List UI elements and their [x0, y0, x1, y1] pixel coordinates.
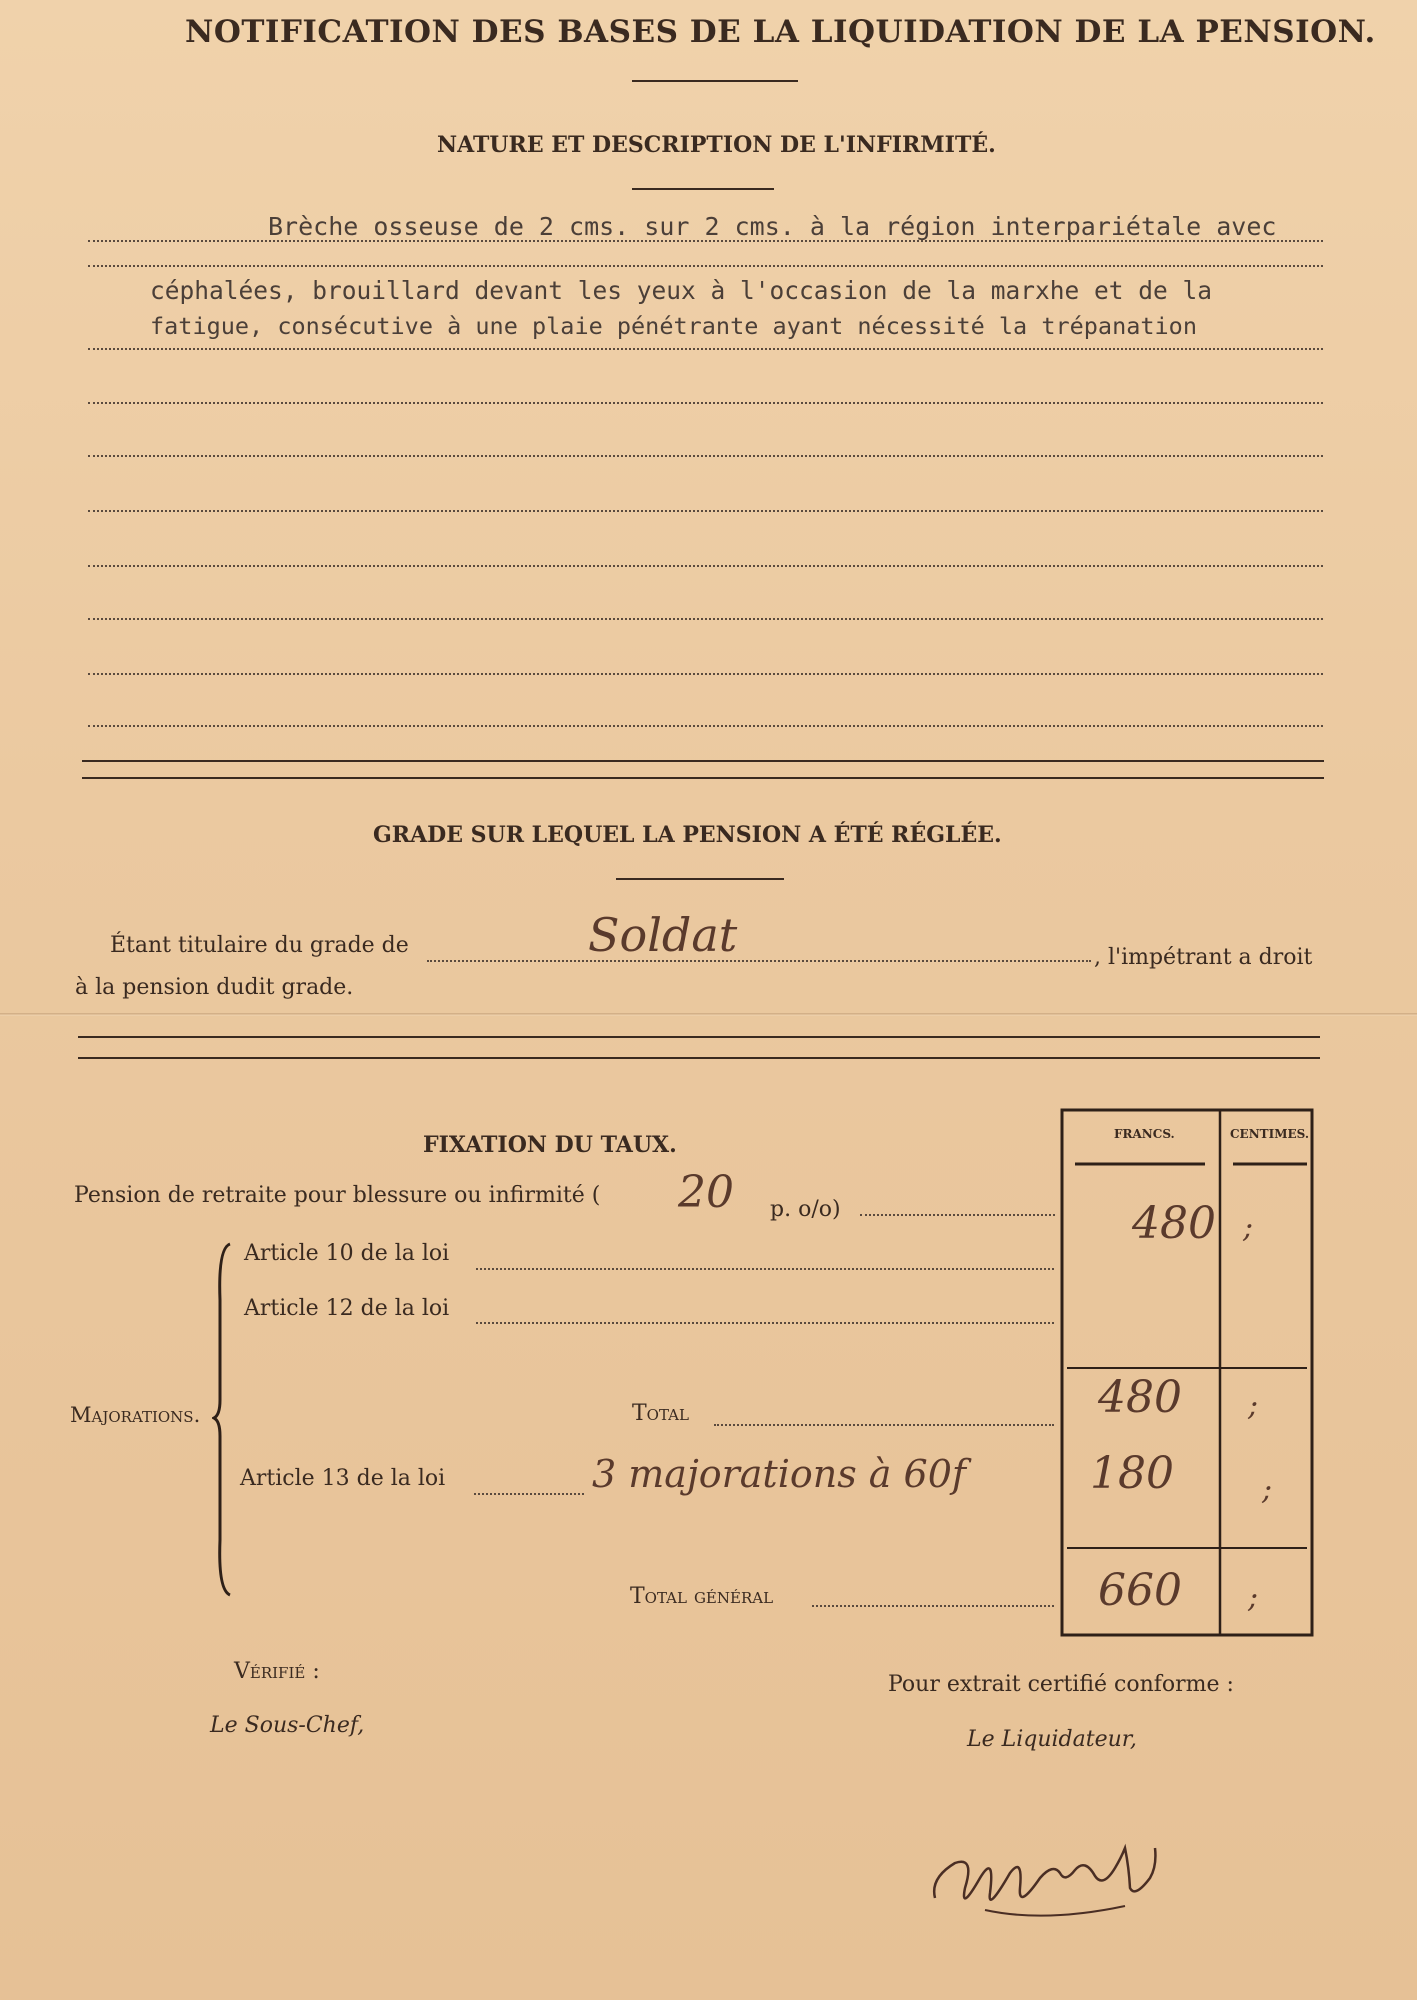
- title-rule: [632, 80, 798, 82]
- description-line-9: [88, 673, 1323, 675]
- description-line-7: [88, 565, 1323, 567]
- col-header-centimes: CENTIMES.: [1230, 1127, 1310, 1141]
- description-line-2: [88, 265, 1323, 267]
- typed-line-2: céphalées, brouillard devant les yeux à l'occasion de la marxhe et de la: [150, 276, 1213, 305]
- sous-chef-label: Le Sous-Chef,: [210, 1713, 365, 1738]
- grade-rule: [616, 878, 784, 880]
- article-13-centimes: ;: [1262, 1472, 1273, 1507]
- section-title-infirmity: NATURE ET DESCRIPTION DE L'INFIRMITÉ.: [437, 132, 996, 158]
- paper-fold: [0, 1013, 1417, 1016]
- majorations-label: Majorations.: [70, 1403, 201, 1427]
- description-line-5: [88, 455, 1323, 457]
- article-12-label: Article 12 de la loi: [244, 1296, 450, 1321]
- section-divider-top: [82, 760, 1324, 762]
- article-13-dots: [474, 1493, 584, 1495]
- total-label: Total: [632, 1401, 689, 1426]
- typed-line-1: Brèche osseuse de 2 cms. sur 2 cms. à la région interpariétale avec: [268, 212, 1277, 241]
- signature: [925, 1818, 1205, 1928]
- majorations-brace: [212, 1240, 242, 1600]
- grand-total-francs: 660: [1098, 1565, 1182, 1616]
- total-francs: 480: [1098, 1372, 1182, 1423]
- infirmity-rule: [632, 188, 774, 190]
- pension-centimes: ;: [1243, 1210, 1254, 1245]
- grade-dotted-line: [427, 960, 1091, 962]
- description-line-3: [88, 348, 1323, 350]
- section-divider-2-top: [78, 1036, 1320, 1038]
- typed-line-3: fatigue, consécutive à une plaie pénétrante ayant nécessité la trépanation: [150, 312, 1197, 340]
- article-13-label: Article 13 de la loi: [240, 1466, 446, 1491]
- grand-total-centimes: ;: [1248, 1580, 1259, 1615]
- certified-label: Pour extrait certifié conforme :: [888, 1672, 1234, 1697]
- pension-francs: 480: [1132, 1198, 1216, 1249]
- section-divider-2-bottom: [78, 1057, 1320, 1059]
- description-line-6: [88, 510, 1323, 512]
- pension-dots: [860, 1214, 1055, 1216]
- amount-table: [1055, 1108, 1320, 1640]
- col-header-francs: FRANCS.: [1114, 1127, 1175, 1141]
- verified-label: Vérifié :: [234, 1659, 320, 1684]
- pension-percent: 20: [678, 1167, 734, 1218]
- description-line-8: [88, 618, 1323, 620]
- grade-sentence-start: Étant titulaire du grade de: [110, 933, 409, 958]
- description-line-4: [88, 402, 1323, 404]
- total-dots: [714, 1424, 1054, 1426]
- section-title-grade: GRADE SUR LEQUEL LA PENSION A ÉTÉ RÉGLÉE.: [373, 822, 1002, 848]
- pension-percent-unit: p. o/o): [770, 1197, 841, 1222]
- article-12-dots: [476, 1322, 1054, 1324]
- document-title: NOTIFICATION DES BASES DE LA LIQUIDATION DE LA PENSION.: [185, 14, 1376, 50]
- total-centimes: ;: [1248, 1388, 1259, 1423]
- section-divider-bottom: [82, 777, 1324, 779]
- grand-total-dots: [812, 1605, 1054, 1607]
- pension-label: Pension de retraite pour blessure ou infirmité (: [74, 1183, 601, 1208]
- grade-handwritten: Soldat: [588, 908, 738, 962]
- liquidateur-label: Le Liquidateur,: [967, 1727, 1137, 1752]
- grand-total-label: Total général: [630, 1584, 774, 1609]
- article-13-detail: 3 majorations à 60f: [592, 1452, 966, 1496]
- article-10-dots: [476, 1268, 1054, 1270]
- grade-sentence-end: , l'impétrant a droit: [1094, 945, 1313, 970]
- section-title-rate: FIXATION DU TAUX.: [423, 1132, 677, 1158]
- article-13-francs: 180: [1090, 1448, 1174, 1499]
- grade-sentence-cont: à la pension dudit grade.: [75, 975, 354, 1000]
- description-line-10: [88, 725, 1323, 727]
- article-10-label: Article 10 de la loi: [244, 1241, 450, 1266]
